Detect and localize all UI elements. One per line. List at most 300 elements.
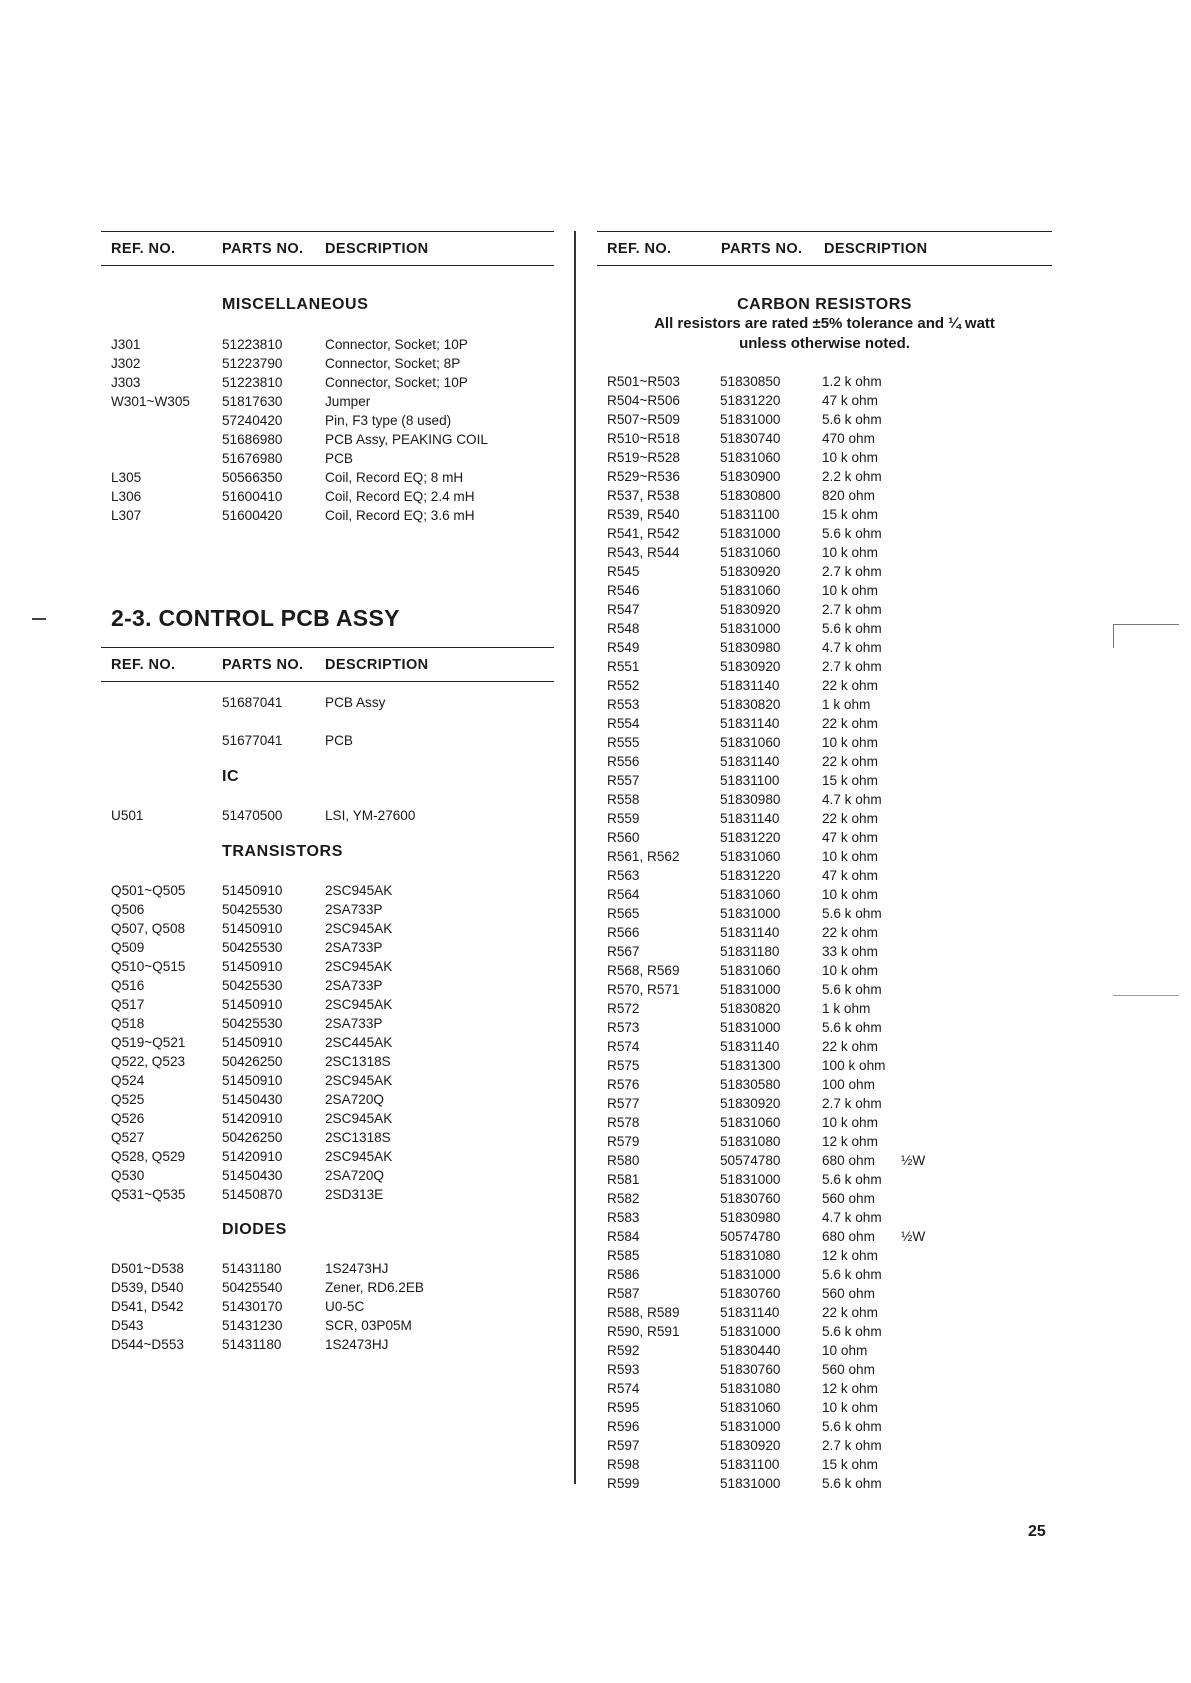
table-row [0,809,1100,828]
page-number: 25 [1028,1523,1046,1540]
parts-no-cell: 51831000 [720,1324,781,1339]
parts-no-cell: 51831000 [720,1267,781,1282]
table-row [0,1094,1100,1113]
description-cell: 22 k ohm [822,716,878,731]
parts-no-cell: 50425530 [222,978,283,993]
table-row [0,524,1100,543]
parts-no-cell: 51831060 [720,963,781,978]
description-header: DESCRIPTION [824,241,928,257]
description-cell: Jumper [325,394,371,409]
description-cell: 15 k ohm [822,773,878,788]
description-cell: 15 k ohm [822,1457,878,1472]
ref-no-cell: Q522, Q523 [111,1054,186,1069]
parts-no-cell: 51450910 [222,883,283,898]
ref-no-cell: R548 [607,621,640,636]
parts-no-cell: 51831140 [720,754,780,769]
parts-no-cell: 51831080 [720,1248,781,1263]
description-cell: 10 k ohm [822,1115,878,1130]
ref-no-cell: R581 [607,1172,640,1187]
ref-no-cell: R575 [607,1058,640,1073]
description-cell: 2SA733P [325,940,383,955]
ref-no-cell: R537, R538 [607,488,680,503]
description-cell: 2.7 k ohm [822,1096,882,1111]
ref-no-cell: Q518 [111,1016,145,1031]
description-cell: 2SA720Q [325,1092,384,1107]
table-row [0,1151,1100,1170]
description-cell: 12 k ohm [822,1381,878,1396]
description-cell: PCB [325,451,353,466]
ref-no-cell: R599 [607,1476,640,1491]
table-row [0,1018,1100,1037]
ref-no-cell: D541, D542 [111,1299,184,1314]
table-row [0,1227,1100,1246]
description-cell: PCB Assy, PEAKING COIL [325,432,488,447]
description-cell: 2.7 k ohm [822,1438,882,1453]
parts-no-cell: 51831060 [720,450,781,465]
parts-no-cell: 57240420 [222,413,283,428]
parts-no-cell: 51830920 [720,602,781,617]
description-cell: 4.7 k ohm [822,792,882,807]
ref-no-cell: R580 [607,1153,640,1168]
wattage-cell: ½W [901,1229,926,1244]
parts-no-cell: 51830580 [720,1077,781,1092]
description-cell: 5.6 k ohm [822,1267,882,1282]
resistor-table-header [597,231,1052,266]
parts-no-cell: 50566350 [222,470,283,485]
transistors-title: TRANSISTORS [222,843,343,860]
parts-no-cell: 51817630 [222,394,283,409]
description-cell: Connector, Socket; 10P [325,337,468,352]
parts-no-cell: 51420910 [222,1149,283,1164]
table-row [0,505,1100,524]
ref-no-cell: R504~R506 [607,393,680,408]
parts-no-cell: 51676980 [222,451,283,466]
description-cell: 100 ohm [822,1077,875,1092]
table-row [0,1056,1100,1075]
table-row [0,790,1100,809]
ref-no-cell: R585 [607,1248,640,1263]
ref-no-cell: R578 [607,1115,640,1130]
description-cell: Connector, Socket; 8P [325,356,461,371]
ref-no-cell: R529~R536 [607,469,680,484]
ref-no-cell: R554 [607,716,640,731]
description-cell: 22 k ohm [822,811,878,826]
parts-no-cell: 51600410 [222,489,283,504]
parts-no-cell: 51831140 [720,716,780,731]
parts-no-cell: 51450430 [222,1168,283,1183]
table-row [0,638,1100,657]
table-row [0,657,1100,676]
description-cell: 12 k ohm [822,1134,878,1149]
ref-no-cell: R519~R528 [607,450,680,465]
ref-no-cell: R564 [607,887,640,902]
table-row [0,354,560,373]
control-pcb-title: 2-3. CONTROL PCB ASSY [111,605,400,631]
ref-no-cell: L306 [111,489,142,504]
parts-no-cell: 50574780 [720,1229,781,1244]
parts-no-cell: 51831000 [720,1020,781,1035]
table-row [0,410,1100,429]
parts-no-cell: 51831060 [720,887,781,902]
description-cell: 1 k ohm [822,697,871,712]
description-cell: 2SC945AK [325,1111,393,1126]
parts-no-cell: 51831080 [720,1381,781,1396]
table-row [0,828,1100,847]
ref-no-cell: Q509 [111,940,145,955]
parts-no-cell: 51431180 [222,1337,282,1352]
ref-no-header: REF. NO. [111,657,176,673]
ref-no-cell: Q510~Q515 [111,959,186,974]
description-cell: 820 ohm [822,488,875,503]
parts-no-cell: 51831000 [720,526,781,541]
description-cell: Pin, F3 type (8 used) [325,413,452,428]
scan-edge-mark [32,618,46,620]
description-cell: 2SC945AK [325,959,393,974]
description-cell: 10 k ohm [822,735,878,750]
ref-no-cell: R551 [607,659,640,674]
description-cell: 10 ohm [822,1343,868,1358]
table-row [0,1455,1100,1474]
parts-no-cell: 51830980 [720,640,781,655]
ref-no-cell: R566 [607,925,640,940]
parts-no-cell: 51450910 [222,921,283,936]
description-cell: 22 k ohm [822,1039,878,1054]
parts-no-cell: 51831000 [720,906,781,921]
parts-no-cell: 51677041 [222,733,283,748]
description-cell: Connector, Socket; 10P [325,375,468,390]
ref-no-cell: Q507, Q508 [111,921,186,936]
parts-no-cell: 51831000 [720,621,781,636]
table-row [0,866,1100,885]
table-row [0,980,1100,999]
description-cell: 5.6 k ohm [822,621,882,636]
description-cell: 22 k ohm [822,678,878,693]
ref-no-cell: R547 [607,602,640,617]
ref-no-header: REF. NO. [607,241,672,257]
ref-no-cell: Q506 [111,902,145,917]
table-row [0,486,1100,505]
parts-no-cell: 51831140 [720,1039,780,1054]
description-cell: 22 k ohm [822,754,878,769]
parts-no-cell: 51830820 [720,1001,781,1016]
description-cell: 10 k ohm [822,583,878,598]
parts-no-cell: 51431180 [222,1261,282,1276]
table-row [0,391,1100,410]
parts-no-cell: 51470500 [222,808,283,823]
ref-no-cell: R559 [607,811,640,826]
parts-no-cell: 51830440 [720,1343,781,1358]
ref-no-cell: Q530 [111,1168,145,1183]
ref-no-cell: R555 [607,735,640,750]
parts-no-cell: 51600420 [222,508,283,523]
parts-no-cell: 51831060 [720,1400,781,1415]
table-row [0,1208,1100,1227]
ref-no-cell: J303 [111,375,141,390]
wattage-cell: ½W [901,1153,926,1168]
ref-no-cell: R576 [607,1077,640,1092]
miscellaneous-title: MISCELLANEOUS [222,296,369,313]
parts-no-cell: 51831100 [720,1457,780,1472]
ref-no-cell: R507~R509 [607,412,680,427]
scan-edge-mark [1113,624,1114,648]
description-cell: 2SC445AK [325,1035,393,1050]
parts-no-cell: 51830760 [720,1286,781,1301]
ref-no-cell: R586 [607,1267,640,1282]
description-cell: 1 k ohm [822,1001,871,1016]
table-row [0,619,1100,638]
parts-no-cell: 51450870 [222,1187,283,1202]
ref-no-cell: J302 [111,356,141,371]
parts-no-cell: 51830920 [720,659,781,674]
description-cell: 5.6 k ohm [822,982,882,997]
ref-no-cell: R556 [607,754,640,769]
ref-no-cell: R543, R544 [607,545,680,560]
table-row [0,1360,1100,1379]
description-cell: 2SC1318S [325,1130,391,1145]
ref-no-cell: R565 [607,906,640,921]
ref-no-cell: R560 [607,830,640,845]
ref-no-cell: R568, R569 [607,963,680,978]
parts-no-header: PARTS NO. [222,241,304,257]
description-cell: 22 k ohm [822,1305,878,1320]
parts-no-cell: 51420910 [222,1111,283,1126]
parts-no-cell: 51831220 [720,830,781,845]
description-cell: PCB [325,733,353,748]
ref-no-cell: R590, R591 [607,1324,680,1339]
description-cell: 10 k ohm [822,545,878,560]
description-header: DESCRIPTION [325,241,429,257]
table-row [0,1037,1100,1056]
description-cell: 47 k ohm [822,868,878,883]
description-cell: 2SA733P [325,902,383,917]
ic-title: IC [222,768,240,785]
parts-no-cell: 51831000 [720,982,781,997]
description-cell: 2SC945AK [325,1073,393,1088]
description-cell: 2SA720Q [325,1168,384,1183]
resistor-rating-note: All resistors are rated ±5% tolerance and ¼ watt [654,315,995,332]
ref-no-cell: W301~W305 [111,394,190,409]
ref-no-cell: R552 [607,678,640,693]
ref-no-cell: R570, R571 [607,982,680,997]
table-row [0,335,560,354]
ref-no-cell: R539, R540 [607,507,680,522]
description-cell: 5.6 k ohm [822,526,882,541]
parts-no-header: PARTS NO. [721,241,803,257]
table-row [0,1075,1100,1094]
parts-no-cell: 51831300 [720,1058,781,1073]
ref-no-cell: R574 [607,1039,640,1054]
description-cell: PCB Assy [325,695,386,710]
parts-no-cell: 51830850 [720,374,781,389]
description-cell: 10 k ohm [822,1400,878,1415]
table-row [0,752,1100,771]
parts-no-cell: 51831140 [720,678,780,693]
table-row [0,1132,1100,1151]
table-row [0,600,1100,619]
parts-no-cell: 51686980 [222,432,283,447]
description-cell: 47 k ohm [822,393,878,408]
ref-no-cell: R579 [607,1134,640,1149]
parts-no-cell: 51831060 [720,849,781,864]
parts-no-cell: 51431230 [222,1318,283,1333]
description-cell: 10 k ohm [822,887,878,902]
ref-no-cell: Q519~Q521 [111,1035,186,1050]
table-row [0,1474,1100,1493]
ref-no-cell: R595 [607,1400,640,1415]
table-row [0,714,1100,733]
description-cell: 33 k ohm [822,944,878,959]
description-cell: 2SC945AK [325,883,393,898]
parts-no-cell: 51830920 [720,564,781,579]
table-row [0,676,1100,695]
description-cell: 680 ohm [822,1153,875,1168]
parts-no-cell: 51830820 [720,697,781,712]
description-cell: 5.6 k ohm [822,1020,882,1035]
ref-no-cell: D539, D540 [111,1280,184,1295]
parts-no-cell: 51831220 [720,868,781,883]
description-cell: 560 ohm [822,1191,875,1206]
table-row [0,581,1100,600]
ref-no-cell: R587 [607,1286,640,1301]
description-cell: 2SA733P [325,978,383,993]
description-cell: 2SA733P [325,1016,383,1031]
ref-no-cell: R557 [607,773,640,788]
ref-no-cell: D501~D538 [111,1261,184,1276]
parts-no-cell: 51831060 [720,583,781,598]
description-cell: Coil, Record EQ; 2.4 mH [325,489,475,504]
table-row [0,961,1100,980]
parts-no-cell: 51830980 [720,1210,781,1225]
ref-no-cell: Q531~Q535 [111,1187,186,1202]
ref-no-cell: R582 [607,1191,640,1206]
parts-no-cell: 51830900 [720,469,781,484]
description-cell: Coil, Record EQ; 3.6 mH [325,508,475,523]
ref-no-cell: R573 [607,1020,640,1035]
description-cell: U0-5C [325,1299,365,1314]
ref-no-cell: R510~R518 [607,431,680,446]
table-row [0,372,1100,391]
parts-no-cell: 51450910 [222,997,283,1012]
table-row [0,1436,1100,1455]
misc-table-header [101,231,554,266]
table-row [0,733,1100,752]
ref-no-cell: Q524 [111,1073,145,1088]
parts-no-cell: 51223790 [222,356,283,371]
description-cell: SCR, 03P05M [325,1318,412,1333]
parts-no-cell: 51831060 [720,545,781,560]
parts-no-cell: 50425540 [222,1280,283,1295]
ref-no-cell: Q517 [111,997,145,1012]
description-cell: 5.6 k ohm [822,906,882,921]
parts-no-cell: 51831180 [720,944,780,959]
parts-no-cell: 50425530 [222,902,283,917]
parts-no-cell: 50426250 [222,1054,283,1069]
parts-no-cell: 51450910 [222,1035,283,1050]
description-cell: 2SC1318S [325,1054,391,1069]
parts-no-cell: 51223810 [222,337,283,352]
ref-no-cell: J301 [111,337,141,352]
ref-no-cell: R553 [607,697,640,712]
parts-no-cell: 50425530 [222,1016,283,1031]
description-cell: 5.6 k ohm [822,1172,882,1187]
description-cell: 4.7 k ohm [822,1210,882,1225]
ref-no-cell: R546 [607,583,640,598]
ref-no-cell: R584 [607,1229,640,1244]
table-row [0,847,1100,866]
diodes-title: DIODES [222,1221,287,1238]
resistor-rating-note-cont: unless otherwise noted. [739,335,910,352]
ref-no-cell: R596 [607,1419,640,1434]
parts-no-cell: 51830760 [720,1191,781,1206]
description-cell: 5.6 k ohm [822,1476,882,1491]
description-cell: 15 k ohm [822,507,878,522]
table-row [0,1189,1100,1208]
table-row [0,1265,1100,1284]
ref-no-cell: R501~R503 [607,374,680,389]
ref-no-cell: Q526 [111,1111,145,1126]
parts-no-cell: 51831000 [720,1172,781,1187]
table-row [0,562,1100,581]
parts-no-cell: 51831220 [720,393,781,408]
ref-no-cell: R588, R589 [607,1305,680,1320]
ref-no-cell: D543 [111,1318,144,1333]
ref-no-cell: Q527 [111,1130,145,1145]
table-row [0,1417,1100,1436]
description-cell: 5.6 k ohm [822,412,882,427]
table-row [0,695,1100,714]
resistors-parts-list [0,372,1100,1493]
description-cell: 2SD313E [325,1187,384,1202]
ref-no-cell: R597 [607,1438,640,1453]
ref-no-cell: Q501~Q505 [111,883,186,898]
parts-no-cell: 51830740 [720,431,781,446]
parts-no-cell: 51831080 [720,1134,781,1149]
description-cell: 10 k ohm [822,849,878,864]
table-row [0,1379,1100,1398]
description-cell: 2.2 k ohm [822,469,882,484]
ref-no-cell: R577 [607,1096,640,1111]
table-row [0,1303,1100,1322]
table-row [0,1113,1100,1132]
description-cell: 4.7 k ohm [822,640,882,655]
parts-no-cell: 51223810 [222,375,283,390]
parts-no-cell: 51450910 [222,959,283,974]
parts-no-cell: 51450430 [222,1092,283,1107]
description-header: DESCRIPTION [325,657,429,673]
ref-no-cell: R541, R542 [607,526,680,541]
description-cell: 10 k ohm [822,963,878,978]
table-row [0,1322,1100,1341]
description-cell: 560 ohm [822,1286,875,1301]
table-row [0,942,1100,961]
parts-no-cell: 51831100 [720,773,780,788]
parts-no-cell: 51831140 [720,925,780,940]
ref-no-cell: Q525 [111,1092,145,1107]
table-row [0,904,1100,923]
table-row [0,543,1100,562]
parts-no-cell: 51831000 [720,412,781,427]
table-row [0,1284,1100,1303]
description-cell: 2SC945AK [325,921,393,936]
description-cell: 2SC945AK [325,997,393,1012]
table-row [0,448,1100,467]
table-row [0,885,1100,904]
ref-no-cell: Q528, Q529 [111,1149,186,1164]
ref-no-cell: R549 [607,640,640,655]
description-cell: 10 k ohm [822,450,878,465]
parts-no-cell: 51450910 [222,1073,283,1088]
ref-no-cell: R545 [607,564,640,579]
